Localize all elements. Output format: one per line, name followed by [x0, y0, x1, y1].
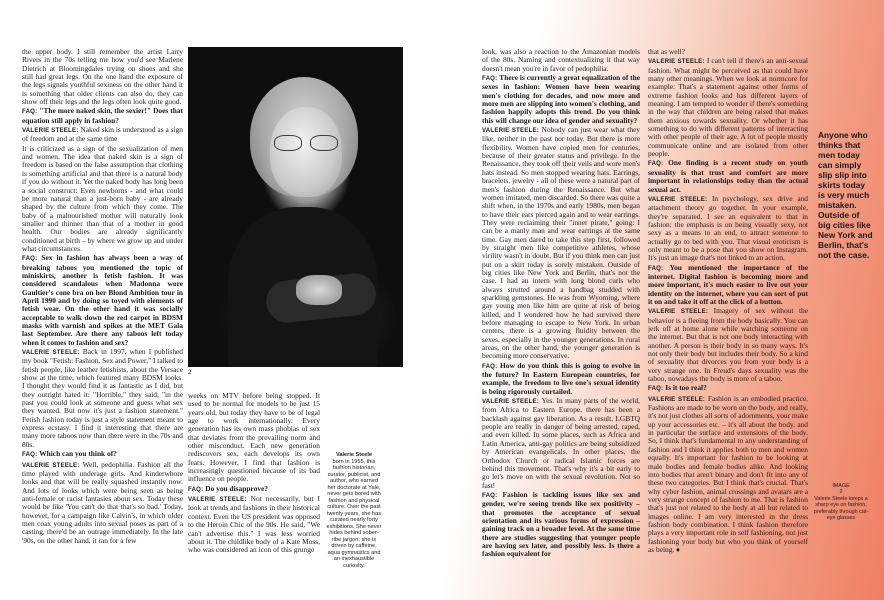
paragraph-text: Fashion is an embodied practice. Fashions are made to be worn on the body, and really, it's not just clothes all sorts of adornments, your make up your accessories etc. – it's all about the body, and in particular the surface and extensions of the body. So, I think that's fundamental to any understanding of fashion and I think it applies both to men and women equally. It's important for fashion to be looking at male bodies and female bodies alike. And looking into bodies that aren't binary and don't fit into any of these two categories. But I think that's crucial. That's why cyber fashion, animal crossings and avatars are a very strange concept of fashion to me. That is fashion that's just not related to the body at all but related to images online. I am very interested in the dress fashion body combination. I think fashion therefore plays a very important role in self fashioning, not just fashioning your body but who you think of yourself as being. ♦ — [648, 393, 808, 554]
image-caption-label: IMAGE — [832, 483, 850, 489]
speaker-label: VALERIE STEELE: — [22, 349, 83, 357]
body-paragraph — [482, 48, 640, 73]
question-paragraph — [22, 254, 183, 347]
paragraph-text: that as well? — [648, 48, 685, 56]
paragraph-text: Yes. In many parts of the world, from Africa to Eastern Europe, there has been a backlash against gay liberation. As a result, LGBTQ people are really in danger of being arrested, raped, and even killed. In some places, such as Africa and Latin America, anti-gay politics are being subsidized by American evangelicals. In other places, the Orthodox Church or radical Islamic forces are behind this movement. That's why it's a bit early to go let's move on with the sexual revolution. Not so fast! — [482, 396, 640, 490]
paragraph-text: There is currently a great equalization of the sexes in fashion: Women have been wearing men's clothing for decades, and now more and more men are slipping into women's clothing, and fashion happily adopts this trend. Do you think this will change our idea of gender and sexuality? — [482, 73, 640, 125]
text-column-2 — [188, 392, 320, 600]
speaker-label: FAQ: — [22, 255, 42, 263]
paragraph-text: weeks on MTV before being stopped. It used to be normal for models to be just 15 years old, but today they have to be of legal age to work internationally. Every generation has its own mass phobias of sex that deviates from the prevailing norm and other misconduct. Each new generation rediscovers sex, each develops its own fears. However, I find that fashion is increasingly questioned because of its bad influence on people. — [188, 392, 320, 484]
answer-paragraph — [22, 348, 183, 449]
question-paragraph — [22, 450, 183, 459]
paragraph-text: One finding is a recent study on youth sexuality is that trust and comfort are more important in relationships today than the actual sexual act. — [648, 158, 808, 194]
speaker-label: FAQ: — [648, 385, 666, 393]
paragraph-text: Is it too real? — [665, 383, 707, 393]
speaker-label: FAQ: — [482, 75, 500, 83]
speaker-label: FAQ: — [648, 160, 669, 168]
speaker-label: FAQ: — [482, 491, 503, 499]
caption-name: Valerie Steele — [335, 452, 373, 458]
paragraph-text: the upper body. I still remember the artist Larry Rivers in the 70s telling me how you'd see Marlene Dietrich at Bloomingdales trying on shoes and she still had great legs. On the one hand the exposure of the legs signals youthful sexiness on the other hand it is something that older clients can also do, they can show off their legs and the legs often look quite good. — [22, 48, 183, 107]
paragraph-text: Naked skin is understood as a sign of freedom and at the same time — [22, 125, 183, 144]
paragraph-text: Nobody can just wear what they like, neither in the past nor today. But there is more flexibility. Women have copied men for centuries, because of their greater status and privilege. In the Renaissance, they took off their veils and wore men's hats instead. So men stopped wearing hats. Earrings, bracelets, jewelry - all of these were a natural part of men's fashion during the Renaissance. But what women imitated, men discarded. So there was quite a shift when, in the 1970s and early 1980s, men began to have their ears pierced again and to wear earrings. They were reclaiming their "inner pirate," going: I can be a manly man and wear earrings at the same time. Gay men dared to take this step first, followed by straight men like competitive athletes, whose virility wasn't in doubt. But if you think men can just put on a skirt today is sorely mistaken. Outside of big cities like New York and Berlin, that's not the case. I had an intern with long blond curls who always strutted around a handbag studded with sparkling gemstones. He was from Wyoming, where gay young men like him are quite at risk of being killed, and I wondered how he had survived there before managing to escape to New York. In urban centers, there is a growing fluidity between the sexes, especially in the younger generations. In rural areas, on the other hand, the younger generation is becoming more conservative. — [482, 125, 640, 361]
speaker-label: FAQ: — [22, 451, 40, 459]
speaker-label: VALERIE STEELE: — [482, 127, 542, 135]
photo-hand — [296, 275, 342, 305]
photo-face — [270, 107, 342, 197]
question-paragraph — [648, 264, 808, 307]
question-paragraph — [482, 74, 640, 125]
paragraph-text: Not necessarily, but I look at trends and fashions in their historical context. Even the US president was opposed to the Heroin Chic of the 90s. He said, "We can't advertise this." I was less worried about it. The childlike body of a Kate Moss, who was considered an icon of this grunge — [188, 494, 320, 555]
paragraph-text: I can't tell if there's an anti-sexual fashion. What might be perceived as that could have many other meanings. When we look at normcore for example: That's a statement against other forms of extreme fashion looks and has different layers of meaning. I am tempted to wonder if there's something in the way that children are being raised that makes them anxious towards sexuality. Or whether it has something to do with different patterns of interacting with other people of their age. A lot of people mostly communicate online and are isolated from other people. — [648, 56, 808, 159]
paragraph-text: "The more naked skin, the sexier!" Does that equation still apply in fashion? — [22, 106, 183, 125]
speaker-label: VALERIE STEELE: — [22, 461, 83, 469]
photo-number: 2 — [188, 370, 192, 376]
portrait-photo — [188, 47, 403, 367]
paragraph-text: look, was also a reaction to the Amazonian models of the 80s. Naming and contextualizing it that way doesn't mean you're in favor of pedophilia. — [482, 48, 640, 73]
paragraph-text: Back in 1997, when I published my book "Fetish: Fashion, Sex and Power," I talked to fetish people, like leather fetishists, about the Versace show at the time, which featured many BDSM looks. I thought they would find it as fantastic as I did, but they outright hated it: "Horrible," they said, "in the past you could look at someone and guess what sex they wanted. But now it's just a fashion statement." Fetish fashion today is just a style statement meant to express ecstasy. I find it interesting that there are many more taboos now than there were in the 70s and 80s. — [22, 347, 183, 449]
answer-paragraph — [482, 397, 640, 490]
photo-caption — [326, 452, 382, 569]
answer-paragraph — [188, 495, 320, 554]
image-caption-text: Valerie Steele keeps a sharp eye on fashion, preferably through cat-eye glasses — [813, 495, 869, 522]
text-column-4 — [648, 48, 808, 600]
answer-paragraph — [648, 57, 808, 158]
question-paragraph — [22, 107, 183, 125]
speaker-label: VALERIE STEELE: — [648, 195, 712, 203]
answer-paragraph — [648, 395, 808, 555]
answer-paragraph — [22, 126, 183, 144]
question-paragraph — [482, 491, 640, 559]
question-paragraph — [648, 159, 808, 193]
text-column-1 — [22, 48, 183, 600]
paragraph-text: You mentioned the importance of the internet. Digital fashion is becoming more and more important, it's much easier to live out your identity on the internet, where you can sort of put it on and take it off at the click of a button. — [648, 262, 808, 306]
speaker-label: FAQ: — [188, 485, 206, 493]
body-paragraph — [648, 48, 808, 56]
paragraph-text: Fashion is tackling issues like sex and gender, we're seeing trends like sex positivity – that promotes the acceptance of sexual orientation and its various forms of expression – gaining track on a broader level. At the same time there are studies suggesting that younger people are having sex later, and possibly less. Is there a fashion equivalent for — [482, 489, 640, 559]
pull-quote: Anyone who thinks that men today can simply slip slip into skirts today is very much mistaken. Outside of big cities like New York and Berlin, that's not the case. — [818, 130, 873, 260]
text-column-3 — [482, 48, 640, 600]
paragraph-text: Well, pedophilia. Fashion all the time played with underage girls. And kinderwhore looks and that will be really squashed instantly now. And lots of looks which were being seen as being anti-female or racist fantasies about sex. Today these would be like 'You can't do that that's so bad.' Today, however, for a campaign like Calvin's, in which older men coax young adults into sexual poses as part of a casting, there'd be an outrage immediately. In the late '90s, on the other hand, it ran for a few — [22, 459, 183, 545]
body-paragraph — [22, 48, 183, 106]
paragraph-text: Sex in fashion has always been a way of breaking taboos you mentioned the topic of miniskirts, another is fetish fashion. It was considered scandalous when Madonna wore Gaultier's cone bra on her Blond Ambition tour in April 1990 and by doing so toyed with elements of fetish wear. On the other hand it was socially acceptable to walk down the red carpet in BDSM masks with varnish and spikes at the MET Gala last September. Are there any taboos left today when it comes to fashion and sex? — [22, 253, 183, 347]
speaker-label: VALERIE STEELE: — [648, 58, 707, 66]
speaker-label: VALERIE STEELE: — [22, 127, 81, 135]
image-caption — [812, 483, 870, 521]
speaker-label: FAQ: — [482, 362, 500, 370]
speaker-label: VALERIE STEELE: — [648, 308, 714, 316]
answer-paragraph — [22, 461, 183, 545]
question-paragraph — [648, 384, 808, 393]
question-paragraph — [482, 362, 640, 396]
answer-paragraph — [482, 126, 640, 361]
speaker-label: FAQ: — [648, 264, 670, 272]
speaker-label: FAQ: — [22, 108, 40, 116]
paragraph-text: In psychology, sex drive and attachment theory go together. In your example, they're separated. I see an equivalent to that in fashion: the emphasis is on being visually sexy, not sexy as a means to an end, to attract someone to actually go to bed with you. That visual eroticism is only meant to be a pose that you show on Instagram. It's just an image that's not linked to an action. — [648, 193, 808, 263]
image-caption-number: 2 — [839, 489, 843, 496]
paragraph-text: Which can you think of? — [39, 449, 117, 459]
paragraph-text: It is criticized as a sign of the sexualization of men and women. The idea that naked skin is a sign of freedom is based on the false assumption that clothing is something artificial and that there is a natural body if you do without it. Yet the naked body has long been a social construct: Even newborns - and what could be more natural than a just-born baby - are already shaped by the culture from which they come. The baby of a malnourished mother will naturally look smaller and thinner than that of a mother in good health. Our bodies are already significantly conditioned at birth – by where we grow up and under what circumstances. — [22, 143, 183, 253]
photo-glasses — [274, 135, 338, 151]
speaker-label: VALERIE STEELE: — [648, 395, 708, 403]
speaker-label: VALERIE STEELE: — [482, 398, 542, 406]
body-paragraph — [22, 145, 183, 253]
answer-paragraph — [648, 307, 808, 383]
body-paragraph — [188, 392, 320, 484]
paragraph-text: How do you think this is going to evolve in the future? In Eastern European countries, for example, the freedom to live one's sexual identity is being rigorously curtailed. — [482, 360, 640, 396]
question-paragraph — [188, 485, 320, 494]
paragraph-text: Imagery of sex without the behavior is a fleeing from the body basically. You can jerk off at home alone while watching someone on the internet. But that is not one body interacting with another. A person is their body in so many ways. It's not only their body but includes their body. So a kind of sexuality that divorces you from your body is a very strange one. In Freud's days sexuality was the taboo, nowadays the body is more of a taboo. — [648, 306, 808, 384]
speaker-label: VALERIE STEELE: — [188, 496, 251, 504]
paragraph-text: Do you disapprove? — [205, 483, 268, 493]
answer-paragraph — [648, 195, 808, 263]
caption-bio: born in 1955, this fashion historian, curator, publicist, and author, who earned her doctorate at Yale, never gets bored with fashion and physical culture. Over the past twenty years, she has curated nearly forty exhibitions. She never hides behind sober-ribe jargon; she is driven by caffeine, aqua gymnastics and an inexhaustible curiosity. — [326, 458, 382, 569]
